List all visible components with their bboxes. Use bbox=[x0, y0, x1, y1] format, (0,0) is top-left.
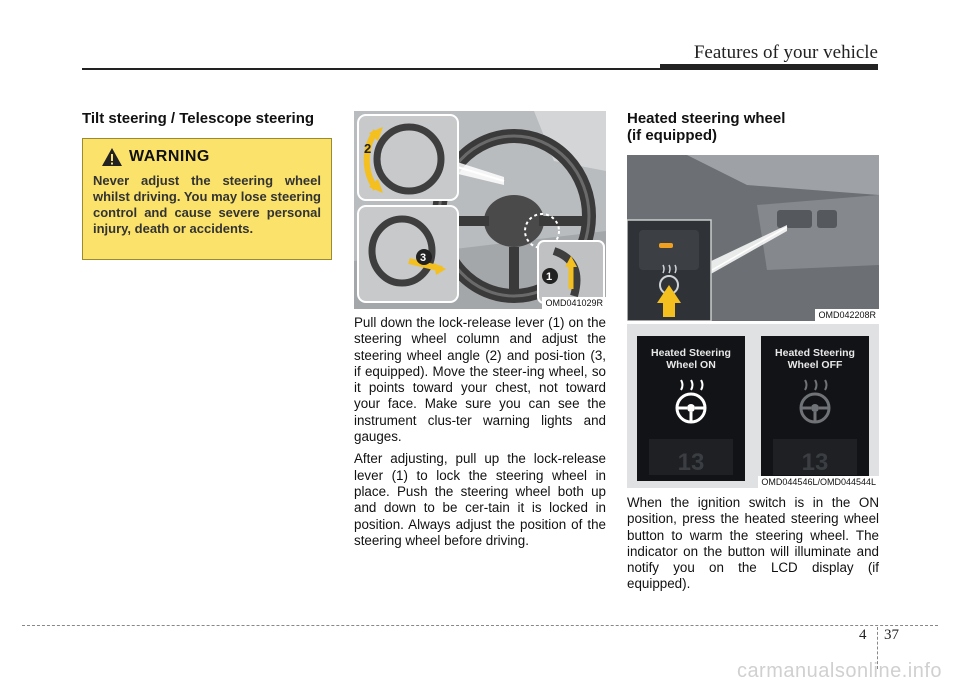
heated-paragraph: When the ignition switch is in the ON position, press the heated steering wheel button to warm the steering wheel. The indicator on the button will illuminate and notify you on the LCD display (if equipped). bbox=[627, 495, 879, 592]
lcd-on-line-1: Heated Steering bbox=[651, 347, 731, 359]
warning-text: Never adjust the steering wheel whilst driving. You may lose steering control and cause severe personal injury, death or accidents. bbox=[93, 173, 321, 236]
steering-figure-code: OMD041029R bbox=[542, 297, 606, 309]
chapter-number: 4 bbox=[859, 627, 867, 643]
warning-label: WARNING bbox=[129, 148, 210, 165]
heated-steering-title bbox=[627, 110, 785, 144]
warning-box bbox=[82, 138, 332, 260]
lcd-off-gear: 13 bbox=[801, 449, 829, 476]
heated-button-figure bbox=[627, 155, 879, 321]
page-number: 37 bbox=[884, 627, 899, 643]
heated-title-line-1: Heated steering wheel bbox=[627, 110, 786, 127]
watermark: carmanualsonline.info bbox=[736, 660, 942, 682]
heated-title-line-2: (if equipped) bbox=[627, 127, 717, 144]
lcd-display-figure bbox=[627, 324, 879, 488]
callout-1: 1 bbox=[546, 271, 553, 283]
tilt-paragraph-2: After adjusting, pull up the lock-release lever (1) to lock the steering wheel in place. Push the steering wheel both up and down to be cer-tain it is locked in position. Always adjust the position of the steering wheel before driving. bbox=[354, 451, 606, 548]
lcd-off-line-2: Wheel OFF bbox=[787, 359, 843, 371]
header-section-title: Features of your vehicle bbox=[693, 42, 878, 63]
callout-2: 2 bbox=[364, 141, 372, 156]
lcd-on-line-2: Wheel ON bbox=[666, 359, 716, 371]
lcd-off-line-1: Heated Steering bbox=[775, 347, 855, 359]
heated-button-illustration bbox=[627, 155, 879, 321]
header-rule-accent bbox=[660, 64, 878, 70]
lcd-display-illustration bbox=[627, 324, 879, 488]
lcd-on-gear: 13 bbox=[677, 449, 705, 476]
tilt-steering-title: Tilt steering / Telescope steering bbox=[82, 110, 315, 127]
warning-triangle-icon bbox=[101, 147, 123, 167]
steering-adjust-illustration bbox=[354, 111, 606, 309]
tilt-body bbox=[354, 315, 606, 555]
warning-header bbox=[101, 147, 321, 167]
steering-adjust-figure bbox=[354, 111, 606, 309]
footer-rule bbox=[22, 625, 938, 626]
tilt-paragraph-1: Pull down the lock-release lever (1) on the steering wheel column and adjust the steering wheel angle (2) and posi-tion (3, if equipped). Move the steer-ing wheel, so it points toward your chest, not toward your face. Make sure you can see the instrument clus-ter warning lights and gauges. bbox=[354, 315, 606, 445]
heated-body bbox=[627, 495, 879, 599]
lcd-figure-code: OMD044546L/OMD044544L bbox=[758, 476, 879, 488]
heated-button-figure-code: OMD042208R bbox=[815, 309, 879, 321]
callout-3: 3 bbox=[420, 252, 427, 264]
